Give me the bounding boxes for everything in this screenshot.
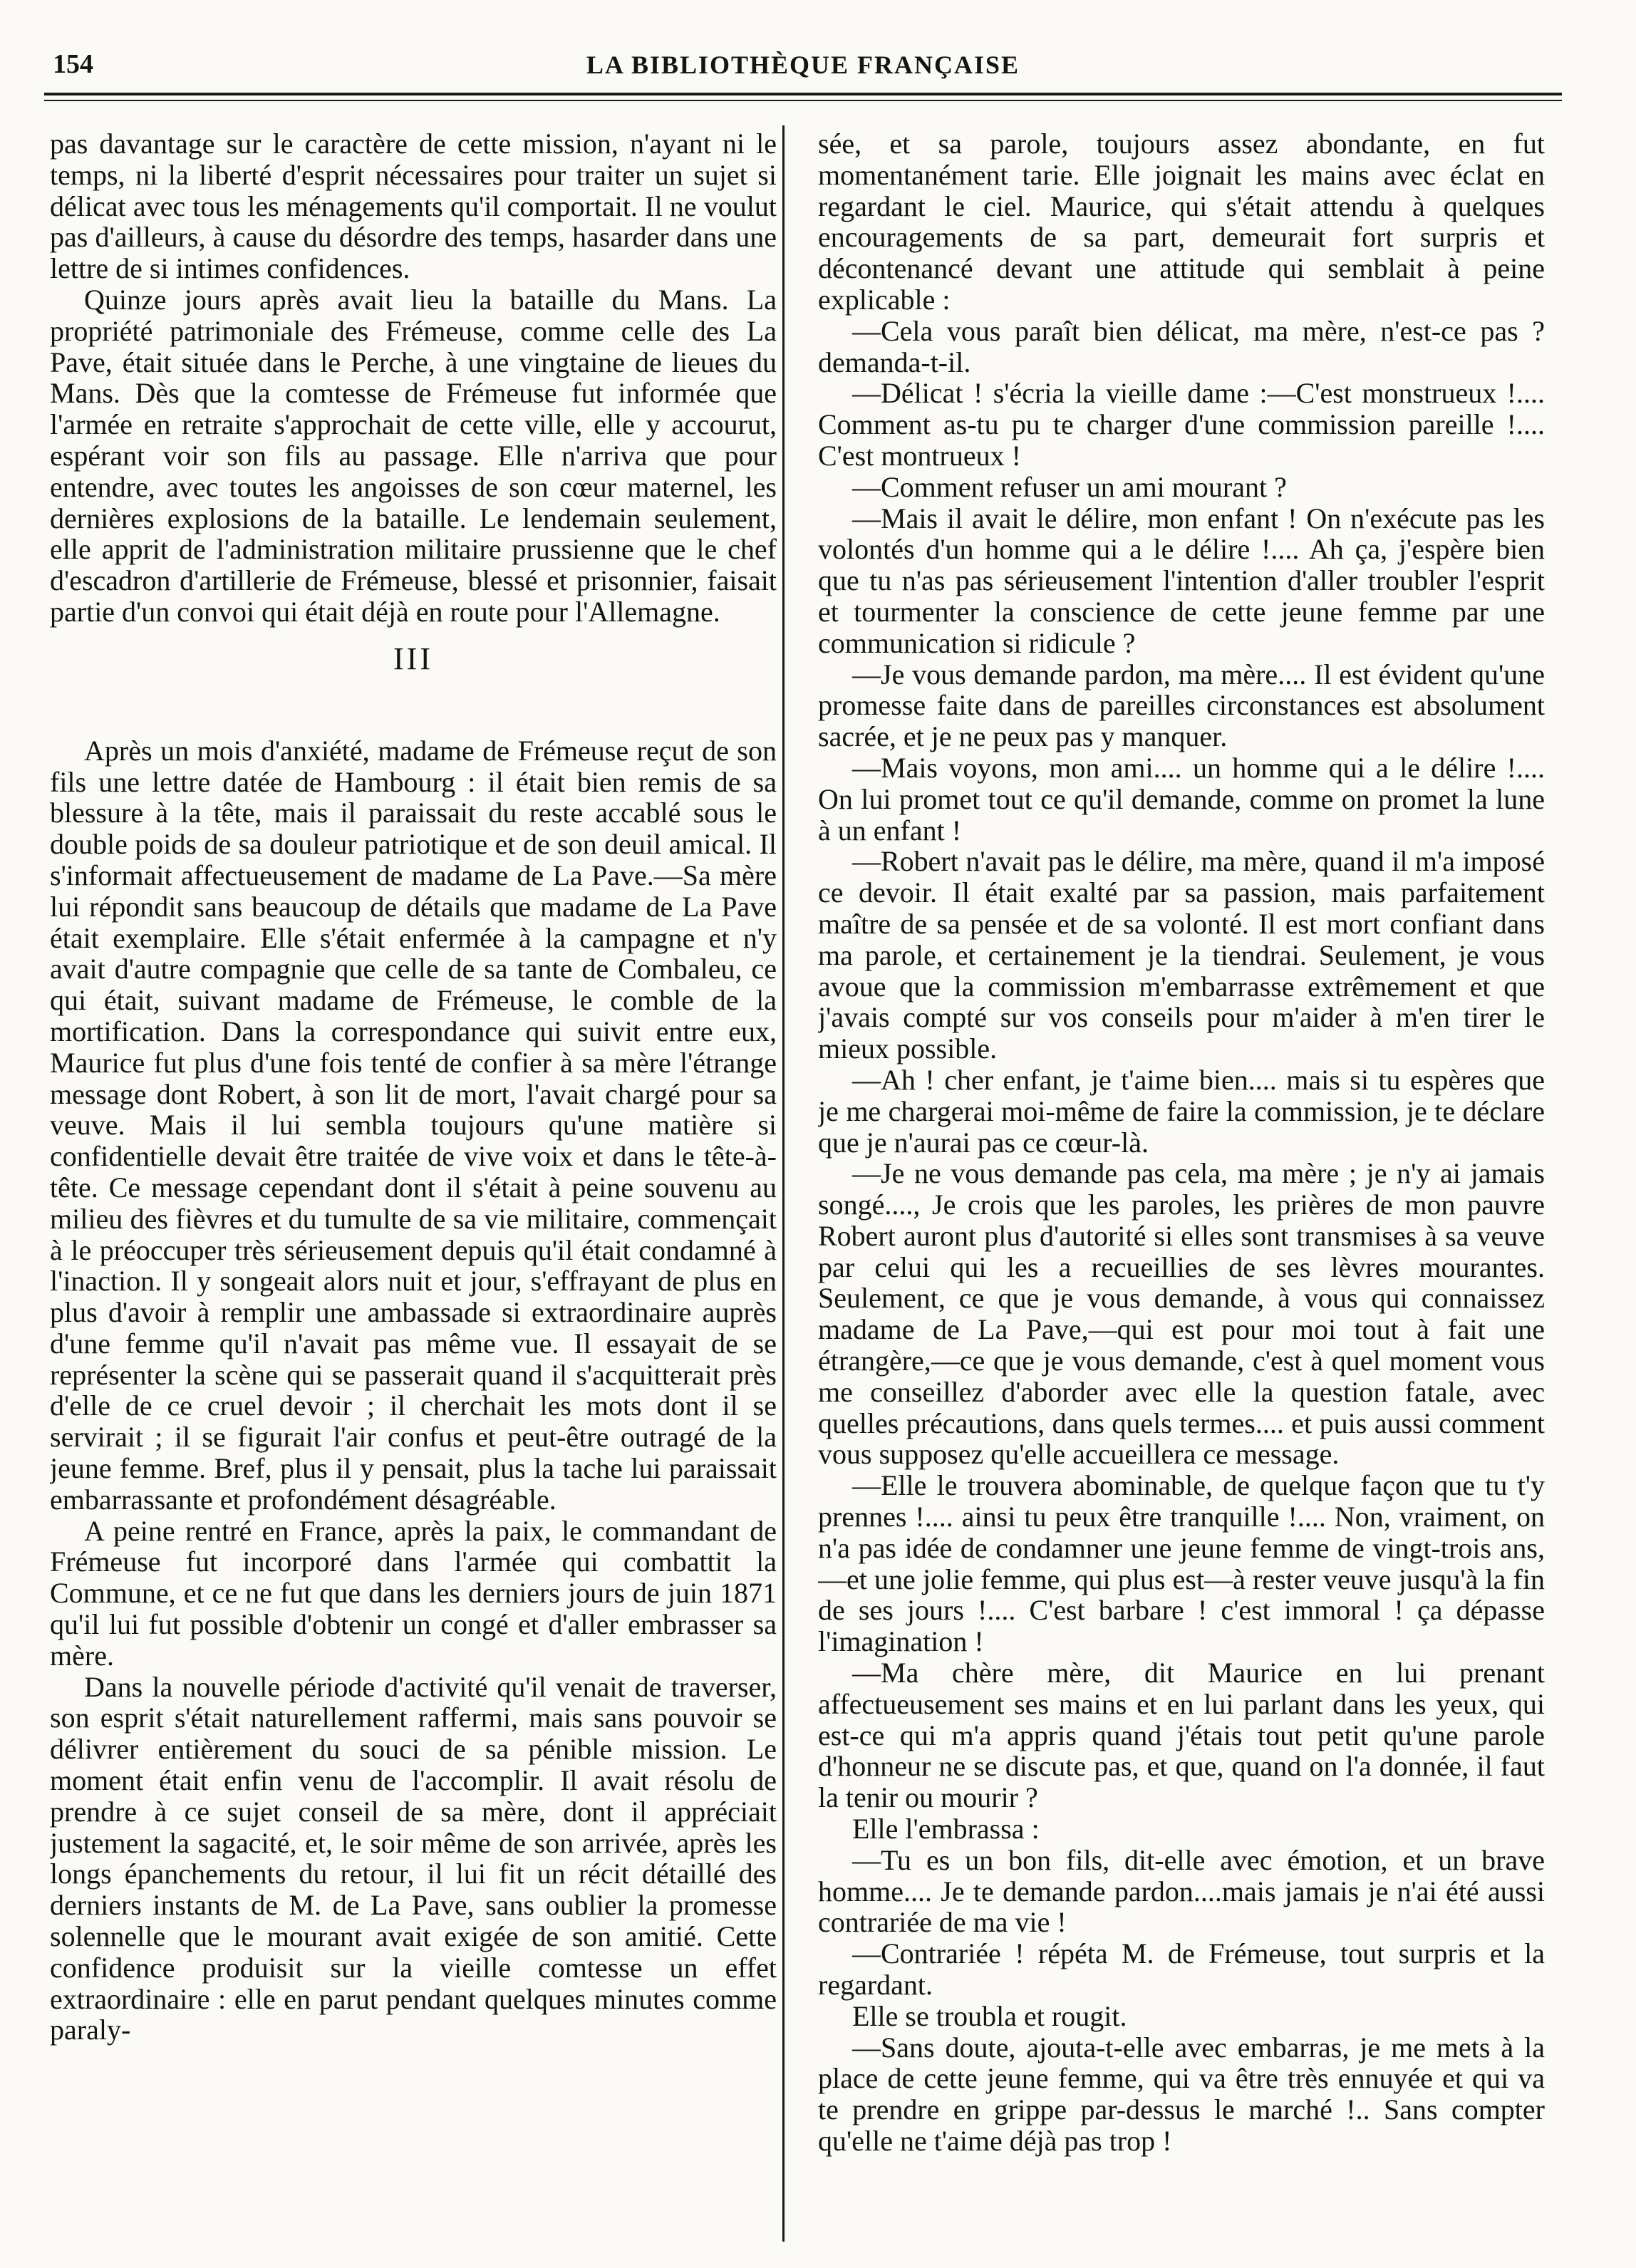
dialogue-paragraph: —Délicat ! s'écria la vieille dame :—C'est monstrueux !.... Comment as-tu pu te charger d'une commission pareille !.... C'est montrueux ! (818, 377, 1545, 472)
right-column (818, 128, 1545, 2259)
paragraph: A peine rentré en France, après la paix, le commandant de Frémeuse fut incorporé dans l'armée qui combattit la Commune, et ce ne fut que dans les derniers jours de juin 1871 qu'il lui fut possible d'obtenir un congé et d'aller embrasser sa mère. (50, 1514, 777, 1672)
dialogue-paragraph: —Robert n'avait pas le délire, ma mère, quand il m'a imposé ce devoir. Il était exalté par sa passion, mais parfaitement maître de sa pensée et de sa volonté. Il est mort confiant dans ma parole, et certainement je la tiendrai. Seulement, je vous avoue que la commission m'embarrasse extrêmement et que j'avais compté sur vos conseils pour m'aider à m'en tirer le mieux possible. (818, 845, 1545, 1065)
dialogue-paragraph: —Sans doute, ajouta-t-elle avec embarras, je me mets à la place de cette jeune femme, qui va être très ennuyée et qui va te prendre en grippe par-dessus le marché !.. Sans compter qu'elle ne t'aime déjà pas trop ! (818, 2031, 1545, 2157)
dialogue-paragraph: Elle l'embrassa : (852, 1813, 1040, 1845)
paragraph: pas davantage sur le caractère de cette mission, n'ayant ni le temps, ni la liberté d'esprit nécessaires pour traiter un sujet si délicat avec tous les ménagements qu'il comportait. Il ne voulut pas d'ailleurs, à cause du désordre des temps, hasarder dans une lettre de si intimes confidences. (50, 128, 777, 285)
dialogue-paragraph: —Elle le trouvera abominable, de quelque façon que tu t'y prennes !.... ainsi tu peux être tranquille !.... Non, vraiment, on n'a pas idée de condamner une jeune femme de vingt-trois ans,—et une jolie femme, qui plus est—à rester veuve jusqu'à la fin de ses jours !.... C'est barbare ! c'est immoral ! ça dépasse l'imagination ! (818, 1469, 1545, 1658)
section-heading: III (393, 641, 433, 676)
page-header (44, 43, 1562, 97)
dialogue-paragraph: —Contrariée ! répéta M. de Frémeuse, tout surpris et la regardant. (818, 1937, 1545, 2002)
paragraph: sée, et sa parole, toujours assez abondante, en fut momentanément tarie. Elle joignait les mains avec éclat en regardant le ciel. Maurice, qui s'était attendu à quelques encouragements de sa part, demeurait fort surpris et décontenancé devant une attitude qui semblait à peine explicable : (818, 128, 1545, 316)
dialogue-paragraph: —Tu es un bon fils, dit-elle avec émotion, et un brave homme.... Je te demande pardon....mais jamais je n'ai été aussi contrariée de ma vie ! (818, 1843, 1545, 1939)
dialogue-paragraph: —Je ne vous demande pas cela, ma mère ; je n'y ai jamais songé...., Je crois que les paroles, les prières de mon pauvre Robert auront plus d'autorité si elles sont transmises à sa veuve par celui qui les a recueillies de ses lèvres mourantes. Seulement, ce que je vous demande, à vous qui connaissez madame de La Pave,—qui est pour moi tout à fait une étrangère,—ce que je vous demande, c'est à quel moment vous me conseillez d'aborder avec elle la question fatale, avec quelles précautions, dans quels termes.... et puis aussi comment vous supposez qu'elle accueillera ce message. (818, 1157, 1545, 1471)
running-title: LA BIBLIOTHÈQUE FRANÇAISE (586, 51, 1020, 79)
dialogue-paragraph: —Comment refuser un ami mourant ? (852, 470, 1287, 503)
dialogue-paragraph: —Ma chère mère, dit Maurice en lui prenant affectueusement ses mains et en lui parlant dans les yeux, qui est-ce qui m'a appris quand j'étais tout petit qu'une parole d'honneur ne se discute pas, et que, quand on l'a donnée, il faut la tenir ou mourir ? (818, 1657, 1545, 1814)
paragraph: Quinze jours après avait lieu la bataille du Mans. La propriété patrimoniale des Frémeuse, comme celle des La Pave, était située dans le Perche, à une vingtaine de lieues du Mans. Dès que la comtesse de Frémeuse fut informée que l'armée en retraite s'approchait de cette ville, elle y accourut, espérant voir son fils au passage. Elle n'arriva que pour entendre, avec toutes les angoisses de son cœur maternel, les dernières explosions de la bataille. Le lendemain seulement, elle apprit de l'administration militaire prussienne que le chef d'escadron d'artillerie de Frémeuse, blessé et prisonnier, faisait partie d'un convoi qui était déjà en route pour l'Allemagne. (50, 283, 777, 628)
left-column (50, 128, 777, 2259)
dialogue-paragraph: —Ah ! cher enfant, je t'aime bien.... mais si tu espères que je me chargerai moi-même de faire la commission, je te déclare que je n'aurai pas ce cœur-là. (818, 1063, 1545, 1159)
page-number: 154 (53, 49, 93, 79)
dialogue-paragraph: —Cela vous paraît bien délicat, ma mère, n'est-ce pas ? demanda-t-il. (818, 314, 1545, 378)
paragraph: Dans la nouvelle période d'activité qu'il venait de traverser, son esprit s'était naturellement raffermi, mais sans pouvoir se délivrer entièrement du souci de sa pénible mission. Le moment était enfin venu de l'accomplir. Il avait résolu de prendre à ce sujet conseil de sa mère, dont il appréciait justement la sagacité, et, le soir même de son arrivée, après les longs épanchements du retour, il lui fit un récit détaillé des derniers instants de M. de La Pave, sans oublier la promesse solennelle que le mourant avait exigée de son amitié. Cette confidence produisit sur la vieille comtesse un effet extraordinaire : elle en parut pendant quelques minutes comme paraly- (50, 1670, 777, 2046)
header-rule-thin (44, 100, 1562, 101)
dialogue-paragraph: —Mais il avait le délire, mon enfant ! On n'exécute pas les volontés d'un homme qui a le délire !.... Ah ça, j'espère bien que tu n'as pas sérieusement l'intention d'aller troubler l'esprit et tourmenter la conscience de cette jeune femme par une communication si ridicule ? (818, 502, 1545, 659)
paragraph: Après un mois d'anxiété, madame de Frémeuse reçut de son fils une lettre datée de Hambourg : il était bien remis de sa blessure à la tête, mais il paraissait du reste accablé sous le double poids de sa douleur patriotique et de son deuil amical. Il s'informait affectueusement de madame de La Pave.—Sa mère lui répondit sans beaucoup de détails que madame de La Pave était exemplaire. Elle s'était enfermée à la campagne et n'y avait d'autre compagnie que celle de sa tante de Combaleu, ce qui était, suivant madame de Frémeuse, le comble de la mortification. Dans la correspondance qui suivit entre eux, Maurice fut plus d'une fois tenté de confier à sa mère l'étrange message dont Robert, à son lit de mort, l'avait chargé pour sa veuve. Mais il lui sembla toujours qu'une matière si confidentielle devait être traitée de vive voix et dans le tête-à-tête. Ce message cependant dont il s'était à peine souvenu au milieu des fièvres et du tumulte de sa vie militaire, commençait à le préoccuper très sérieusement depuis qu'il était condamné à l'inaction. Il y songeait alors nuit et jour, s'effrayant de plus en plus d'avoir à remplir une ambassade si extraordinaire auprès d'une femme qu'il n'avait pas même vue. Il essayait de se représenter la scène qui se passerait quand il s'acquitterait près d'elle de ce cruel devoir ; il cherchait les mots dont il se servirait ; il se figurait l'air confus et peut-être outragé de la jeune femme. Bref, plus il y pensait, plus la tache lui paraissait embarrassante et profondément désagréable. (50, 734, 777, 1516)
dialogue-paragraph: Elle se troubla et rougit. (852, 1999, 1127, 2032)
header-rule-thick (44, 93, 1562, 95)
column-divider (782, 125, 785, 2242)
dialogue-paragraph: —Je vous demande pardon, ma mère.... Il est évident qu'une promesse faite dans de pareilles circonstances est absolument sacrée, et je ne peux pas y manquer. (818, 658, 1545, 753)
dialogue-paragraph: —Mais voyons, mon ami.... un homme qui a le délire !.... On lui promet tout ce qu'il demande, comme on promet la lune à un enfant ! (818, 751, 1545, 846)
